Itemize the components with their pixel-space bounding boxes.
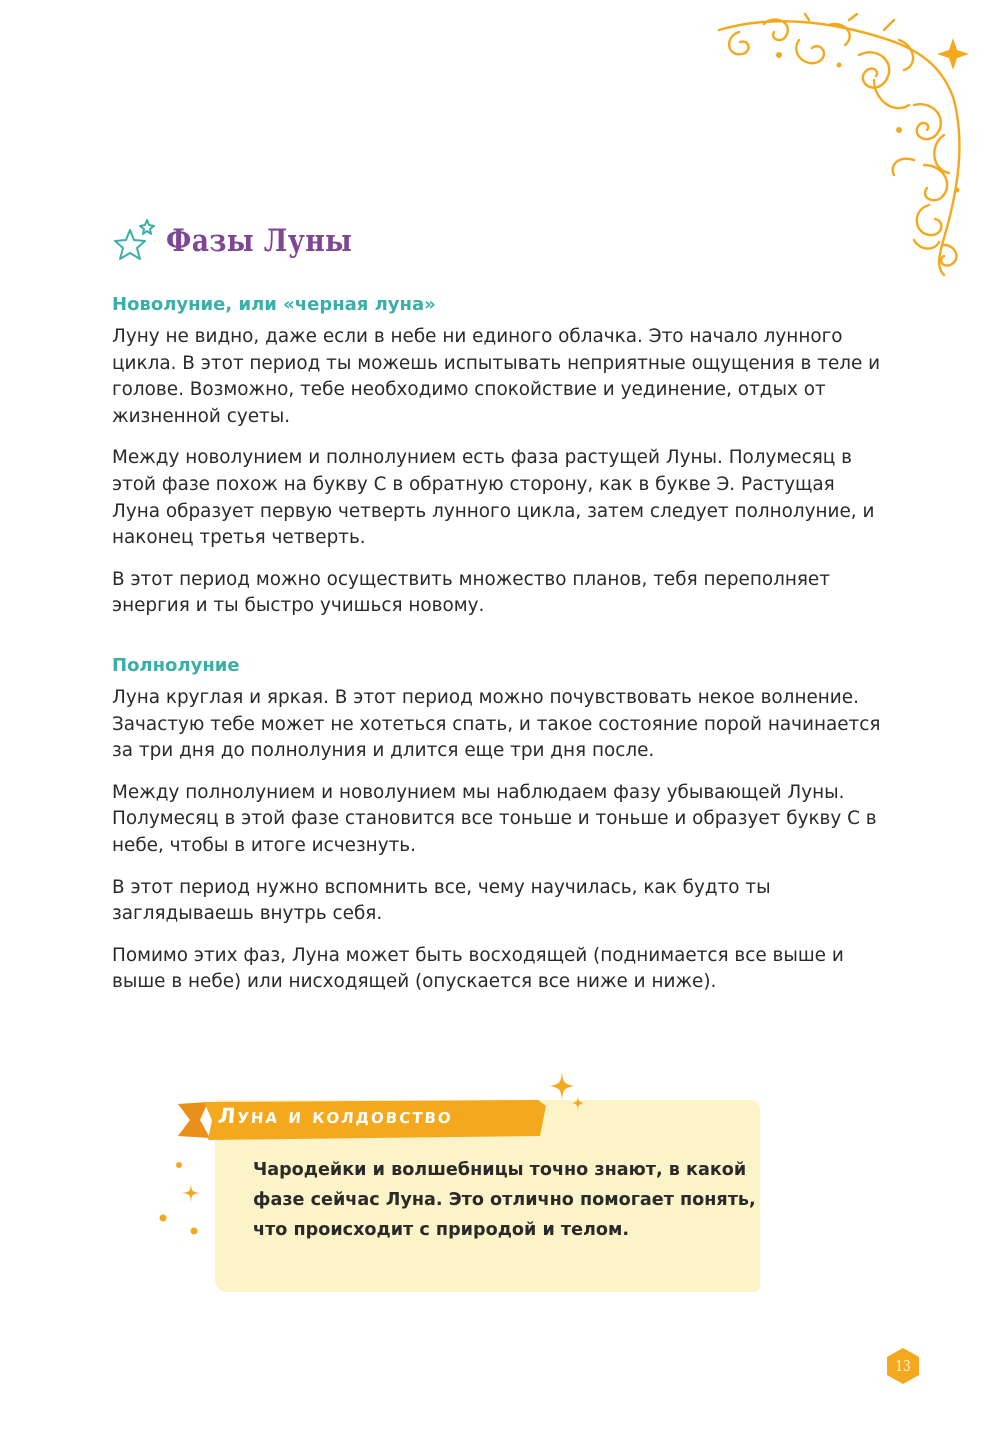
main-content: [112, 292, 882, 1011]
star-outline-icon: [114, 218, 160, 264]
paragraph: Луна круглая и яркая. В этот период можно почувствовать некое волнение. Зачастую тебе может не хотеться спать, и такое состояние порой начинается за три дня до полнолуния и длится еще три дня после.: [112, 686, 881, 762]
callout-text: Чародейки и волшебницы точно знают, в какой фазе сейчас Луна. Это отлично помогает понять, что происходит с природой и телом.: [253, 1160, 756, 1240]
page-number: [884, 1347, 922, 1385]
sparkle-icon: [156, 1158, 206, 1238]
page-title: Фазы Луны: [166, 223, 353, 259]
title-row: [114, 218, 383, 264]
section-heading-full-moon: Полнолуние: [112, 654, 240, 676]
corner-ornament: [709, 10, 969, 280]
sparkle-icon: [548, 1070, 588, 1114]
paragraph: Между новолунием и полнолунием есть фаза растущей Луны. Полумесяц в этой фазе похож на букву С в обратную сторону, как в букве Э. Растущая Луна образует первую четверть лунного цикла, затем следует полнолуние, и наконец третья четверть.: [112, 447, 875, 549]
paragraph: Между полнолунием и новолунием мы наблюдаем фазу убывающей Луны. Полумесяц в этой фазе становится все тоньше и тоньше и образует букву С в небе, чтобы в итоге исчезнуть.: [112, 781, 877, 856]
callout-box: [160, 1072, 800, 1302]
paragraph: В этот период нужно вспомнить все, чему научилась, как будто ты заглядываешь внутрь себя.: [112, 876, 771, 925]
section-heading-new-moon: Новолуние, или «черная луна»: [112, 294, 436, 315]
callout-title: Луна и колдовство: [217, 1104, 454, 1128]
paragraph: Луну не видно, даже если в небе ни единого облачка. Это начало лунного цикла. В этот период ты можешь испытывать неприятные ощущения в теле и голове. Возможно, тебе необходимо спокойствие и уединение, отдых от жизненной суеты.: [112, 326, 881, 427]
page-number-text: 13: [895, 1357, 911, 1375]
paragraph: В этот период можно осуществить множество планов, тебя переполняет энергия и ты быстро учишься новому.: [112, 568, 830, 617]
paragraph: Помимо этих фаз, Луна может быть восходящей (поднимается все выше и выше в небе) или нисходящей (опускается все ниже и ниже).: [112, 944, 844, 993]
